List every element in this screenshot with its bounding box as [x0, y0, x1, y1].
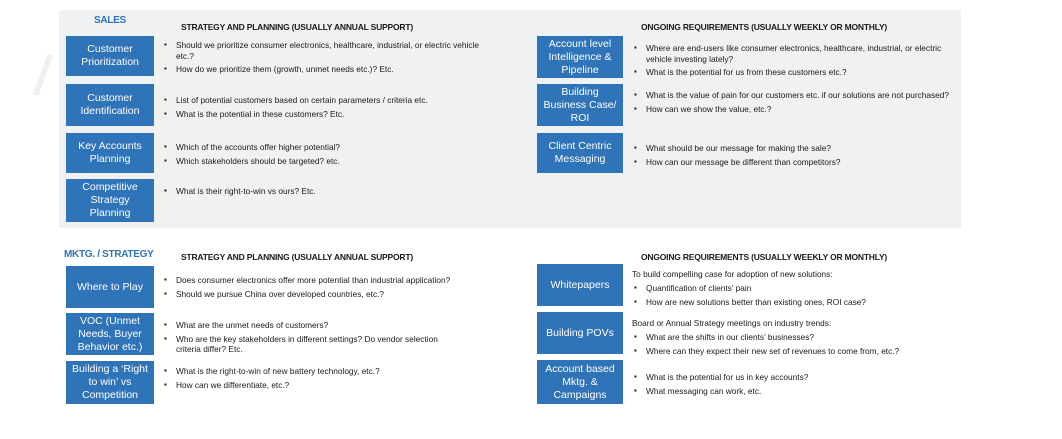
list-item: ▪ What messaging can work, etc.	[632, 386, 952, 397]
list-item: ▪ What is their right-to-win vs ours? Etc.	[162, 186, 482, 197]
customer-prioritization-list	[162, 40, 482, 78]
list-item: ▪ Which stakeholders should be targeted? etc.	[162, 156, 482, 167]
list-item: ▪ What should be our message for making the sale?	[632, 143, 952, 154]
customer-prioritization-box: Customer Prioritization	[66, 36, 154, 76]
where-to-play-box: Where to Play	[66, 266, 154, 308]
list-item: ▪ Which of the accounts offer higher potential?	[162, 142, 482, 153]
building-povs-box: Building POVs	[537, 312, 623, 354]
list-item: ▪ How are new solutions better than existing ones, ROI case?	[632, 297, 952, 308]
right-to-win-list	[162, 366, 462, 393]
list-item: ▪ What is the potential for us from these customers etc.?	[632, 67, 952, 78]
whitepapers-box: Whitepapers	[537, 264, 623, 306]
voc-list	[162, 320, 462, 358]
account-level-intelligence-box: Account level Intelligence & Pipeline	[537, 36, 623, 78]
account-based-mktg-box: Account based Mktg. & Campaigns	[537, 360, 623, 404]
list-item: ▪ List of potential customers based on certain parameters / criteria etc.	[162, 95, 492, 106]
mktg-left-header: STRATEGY AND PLANNING (USUALLY ANNUAL SUPPORT)	[181, 252, 413, 262]
competitive-strategy-planning-box: Competitive Strategy Planning	[66, 179, 154, 222]
building-business-case-list	[632, 90, 952, 117]
list-item: ▪ Who are the key stakeholders in different settings? Do vendor selection criteria differ? Etc.	[162, 334, 462, 355]
list-item: ▪ How can we differentiate, etc.?	[162, 380, 462, 391]
where-to-play-list	[162, 275, 462, 302]
mktg-section-label: MKTG. / STRATEGY	[64, 249, 154, 260]
list-item: ▪ Does consumer electronics offer more potential than industrial application?	[162, 275, 462, 286]
list-item: ▪ What is the potential for us in key accounts?	[632, 372, 952, 383]
customer-identification-list	[162, 95, 492, 122]
list-item: ▪ What is the potential in these customers? Etc.	[162, 109, 492, 120]
competitive-strategy-planning-list	[162, 186, 482, 200]
mktg-right-header: ONGOING REQUIREMENTS (USUALLY WEEKLY OR MONTHLY)	[641, 252, 888, 262]
list-item: ▪ What is the value of pain for our customers etc. if our solutions are not purchased?	[632, 90, 952, 101]
building-povs-intro: Board or Annual Strategy meetings on industry trends:	[632, 318, 832, 328]
list-item: ▪ How do we prioritize them (growth, unmet needs etc.)? Etc.	[162, 64, 482, 75]
whitepapers-list	[632, 283, 952, 310]
account-based-mktg-list	[632, 372, 952, 399]
right-to-win-box: Building a ‘Right to win’ vs Competition	[66, 361, 154, 404]
voc-box: VOC (Unmet Needs, Buyer Behavior etc.)	[66, 313, 154, 355]
account-level-intelligence-list	[632, 43, 952, 81]
list-item: ▪ How can we show the value, etc.?	[632, 104, 952, 115]
client-centric-messaging-list	[632, 143, 952, 170]
building-povs-list	[632, 332, 952, 359]
list-item: ▪ Quantification of clients’ pain	[632, 283, 952, 294]
client-centric-messaging-box: Client Centric Messaging	[537, 133, 623, 173]
sales-section-label: SALES	[94, 15, 126, 26]
key-accounts-planning-box: Key Accounts Planning	[66, 133, 154, 173]
sales-left-header: STRATEGY AND PLANNING (USUALLY ANNUAL SUPPORT)	[181, 22, 413, 32]
building-business-case-box: Building Business Case/ ROI	[537, 84, 623, 126]
list-item: ▪ Where can they expect their new set of revenues to come from, etc.?	[632, 346, 952, 357]
customer-identification-box: Customer Identification	[66, 84, 154, 126]
list-item: ▪ Should we pursue China over developed countries, etc.?	[162, 289, 462, 300]
key-accounts-planning-list	[162, 142, 482, 169]
list-item: ▪ What are the unmet needs of customers?	[162, 320, 462, 331]
list-item: ▪ How can our message be different than competitors?	[632, 157, 952, 168]
list-item: ▪ Where are end-users like consumer electronics, healthcare, industrial, or electric vehicle investing lately?	[632, 43, 952, 64]
list-item: ▪ Should we prioritize consumer electronics, healthcare, industrial, or electric vehicle etc.?	[162, 40, 482, 61]
whitepapers-intro: To build compelling case for adoption of new solutions:	[632, 269, 833, 279]
list-item: ▪ What is the right-to-win of new battery technology, etc.?	[162, 366, 462, 377]
sales-right-header: ONGOING REQUIREMENTS (USUALLY WEEKLY OR MONTHLY)	[641, 22, 888, 32]
list-item: ▪ What are the shifts in our clients’ businesses?	[632, 332, 952, 343]
